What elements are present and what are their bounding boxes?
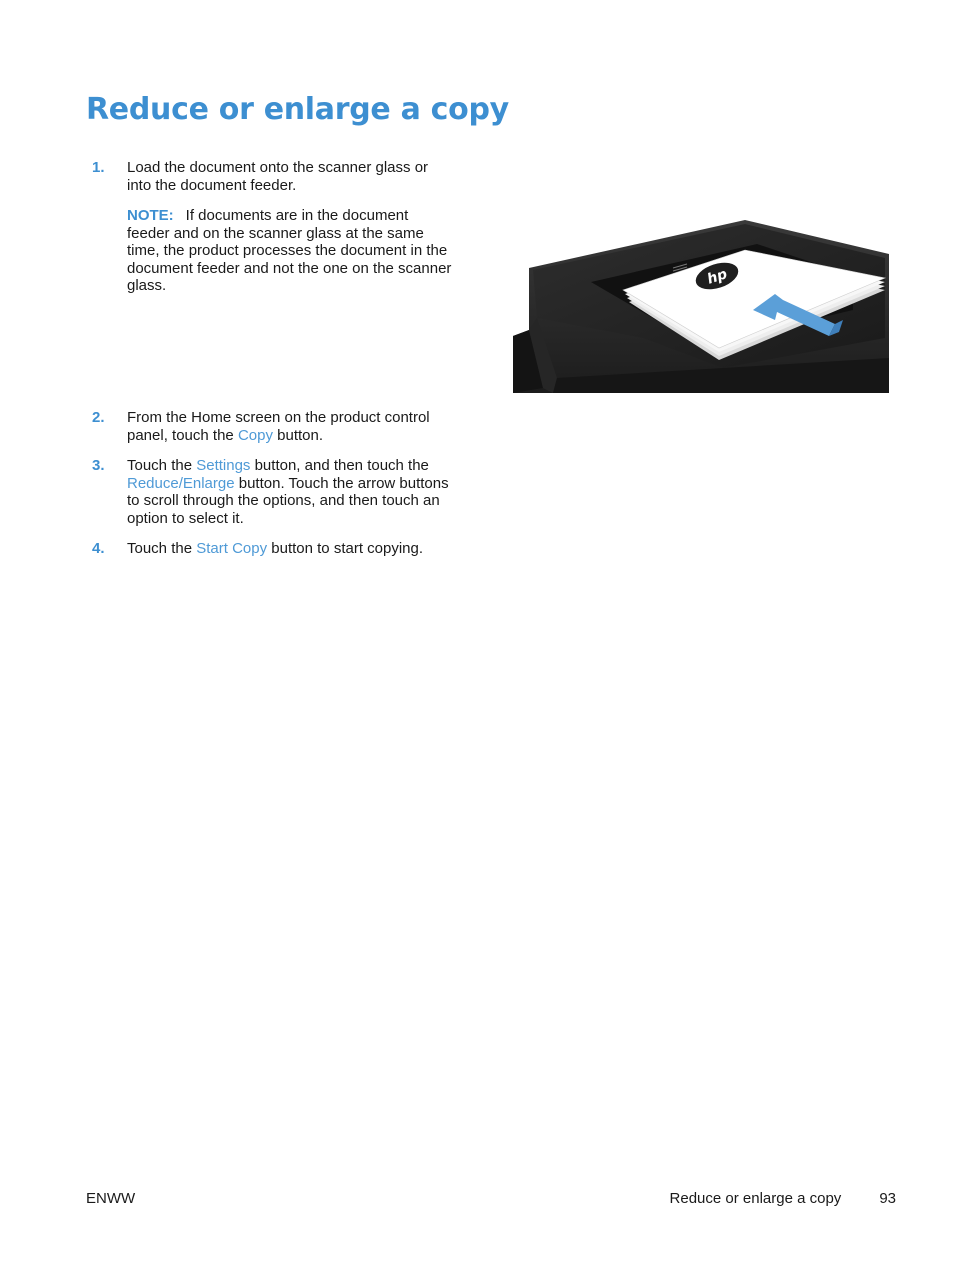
- step-text: button to start copying.: [271, 540, 424, 557]
- note-text: If documents are in the document feeder and on the scanner glass at the same time, the product processes the document in the document feeder and not the one on the scanner glass.: [127, 207, 452, 294]
- settings-button-reference: Settings: [196, 457, 251, 474]
- step-number: 4.: [92, 540, 105, 557]
- copy-button-reference: Copy: [237, 426, 273, 444]
- step-text: From the Home screen on the product control panel, touch the: [127, 409, 430, 444]
- step-3: [92, 457, 452, 527]
- hp-logo: hp: [705, 266, 730, 288]
- step-text: button.: [277, 426, 324, 444]
- step-body: [127, 409, 452, 444]
- step-text: Touch the: [127, 457, 193, 474]
- step-number: 2.: [92, 409, 105, 426]
- step-text: Touch the: [127, 540, 193, 557]
- note-label: NOTE:: [127, 207, 174, 224]
- step-body: [127, 457, 452, 527]
- step-4: [92, 540, 452, 558]
- note: [127, 207, 452, 295]
- document-feeder-illustration: [513, 218, 889, 393]
- page-number: 93: [879, 1190, 896, 1207]
- step-text: Load the document onto the scanner glass or into the document feeder.: [127, 159, 429, 194]
- step-body: [127, 159, 452, 295]
- footer-section: [670, 1190, 896, 1207]
- footer-section-title: Reduce or enlarge a copy: [669, 1190, 842, 1207]
- step-2: [92, 409, 452, 444]
- reduce-enlarge-button-reference: Reduce/Enlarge: [127, 474, 235, 492]
- page-title: Reduce or enlarge a copy: [86, 92, 509, 127]
- step-number: 1.: [92, 159, 105, 176]
- footer-edition: ENWW: [86, 1190, 136, 1207]
- step-number: 3.: [92, 457, 105, 474]
- step-text: button. Touch the arrow buttons to scroll through the options, and then touch an option to select it.: [127, 474, 449, 527]
- step-1: [92, 159, 452, 295]
- start-copy-button-reference: Start Copy: [196, 540, 268, 557]
- step-body: [127, 540, 452, 558]
- step-text: button, and then touch the: [254, 457, 429, 474]
